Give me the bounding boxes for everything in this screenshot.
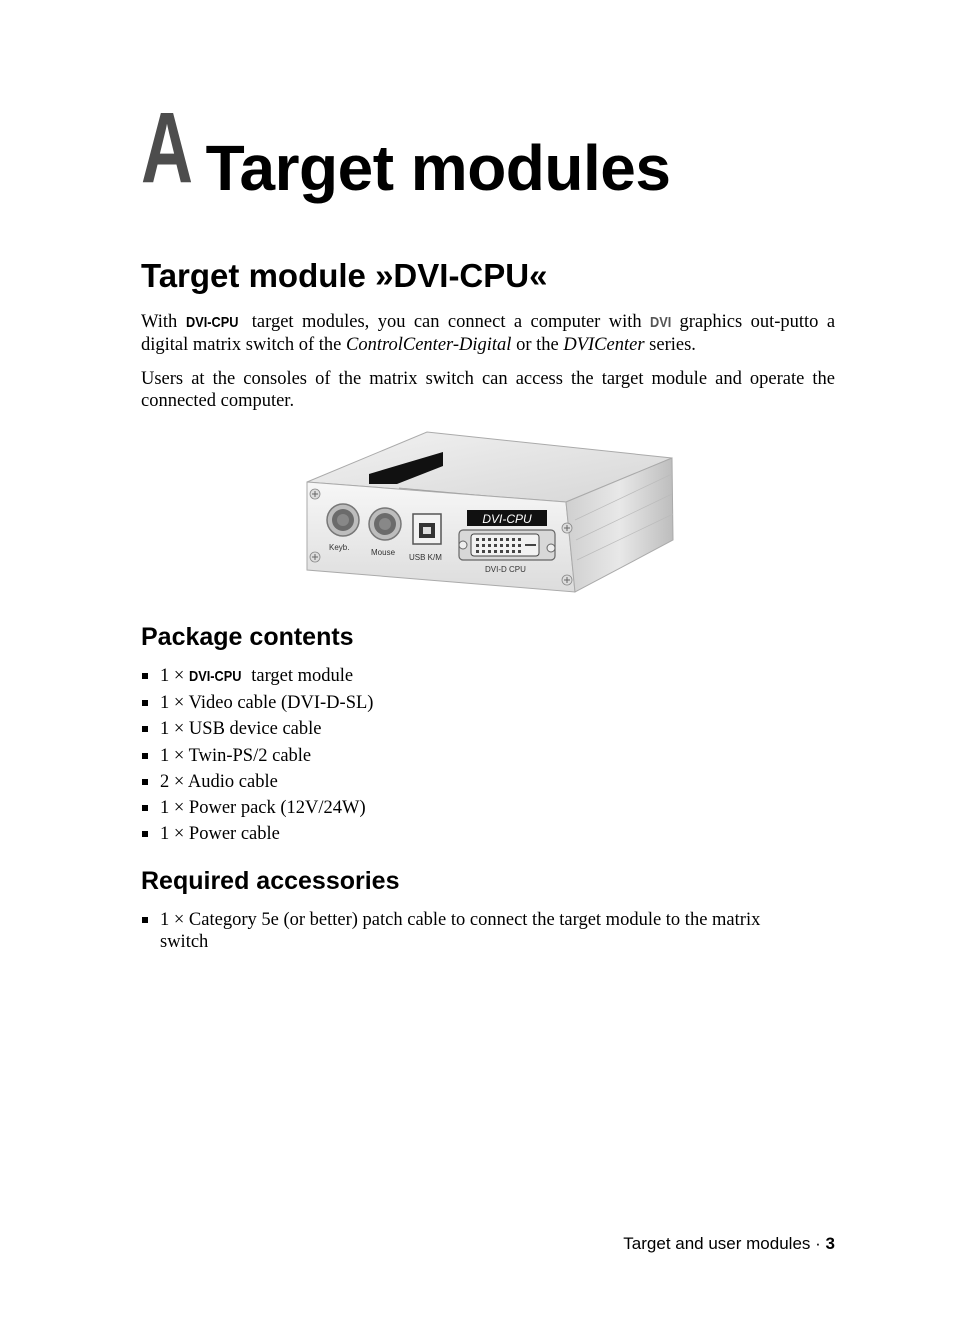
list-item: 1 × Power pack (12V/24W) — [141, 795, 835, 821]
dvi-term: DVI — [650, 314, 672, 331]
package-heading: Package contents — [141, 623, 354, 651]
series-name: DVICenter — [563, 335, 645, 355]
list-item: 2 × Audio cable — [141, 769, 835, 795]
usb-port-icon — [413, 514, 441, 544]
list-item: 1 × DVI-CPU target module — [141, 663, 835, 690]
list-item: 1 × Category 5e (or better) patch cable to connect the target module to the matrix switch — [141, 909, 781, 953]
usb-label: USB K/M — [409, 553, 442, 562]
section-title: Target module »DVI-CPU« — [141, 257, 548, 294]
device-illustration — [303, 430, 675, 595]
keyb-label: Keyb. — [329, 543, 350, 552]
mouse-label: Mouse — [371, 548, 396, 557]
series-name: ControlCenter-Digital — [346, 335, 512, 355]
device-badge: DVI-CPU — [482, 512, 532, 526]
page-number: 3 — [825, 1234, 835, 1253]
list-item: 1 × Power cable — [141, 821, 835, 847]
list-item: 1 × USB device cable — [141, 716, 835, 742]
product-name: DVI-CPU — [185, 314, 239, 331]
product-name: DVI-CPU — [188, 668, 242, 685]
footer-text: Target and user modules · — [623, 1234, 821, 1253]
intro-paragraph-2: Users at the consoles of the matrix switch can access the target module and operate the connected computer. — [141, 369, 835, 411]
dvi-label: DVI-D CPU — [485, 565, 526, 574]
list-item: 1 × Video cable (DVI-D-SL) — [141, 690, 835, 716]
keyboard-port-icon — [327, 504, 359, 536]
mouse-port-icon — [369, 508, 401, 540]
dvi-port-icon — [459, 530, 555, 560]
chapter-letter: A — [141, 92, 193, 204]
accessories-list — [141, 909, 781, 953]
accessories-heading: Required accessories — [141, 867, 400, 895]
chapter-heading — [141, 92, 671, 204]
page-footer — [623, 1234, 835, 1254]
chapter-title: Target modules — [205, 132, 671, 204]
list-item: 1 × Twin-PS/2 cable — [141, 743, 835, 769]
package-list — [141, 663, 835, 847]
intro-paragraph-1: With DVI-CPU target modules, you can connect a computer with DVI graphics out-putto a digital matrix switch of the ControlCenter-Digital or the DVICenter series. — [141, 312, 836, 355]
